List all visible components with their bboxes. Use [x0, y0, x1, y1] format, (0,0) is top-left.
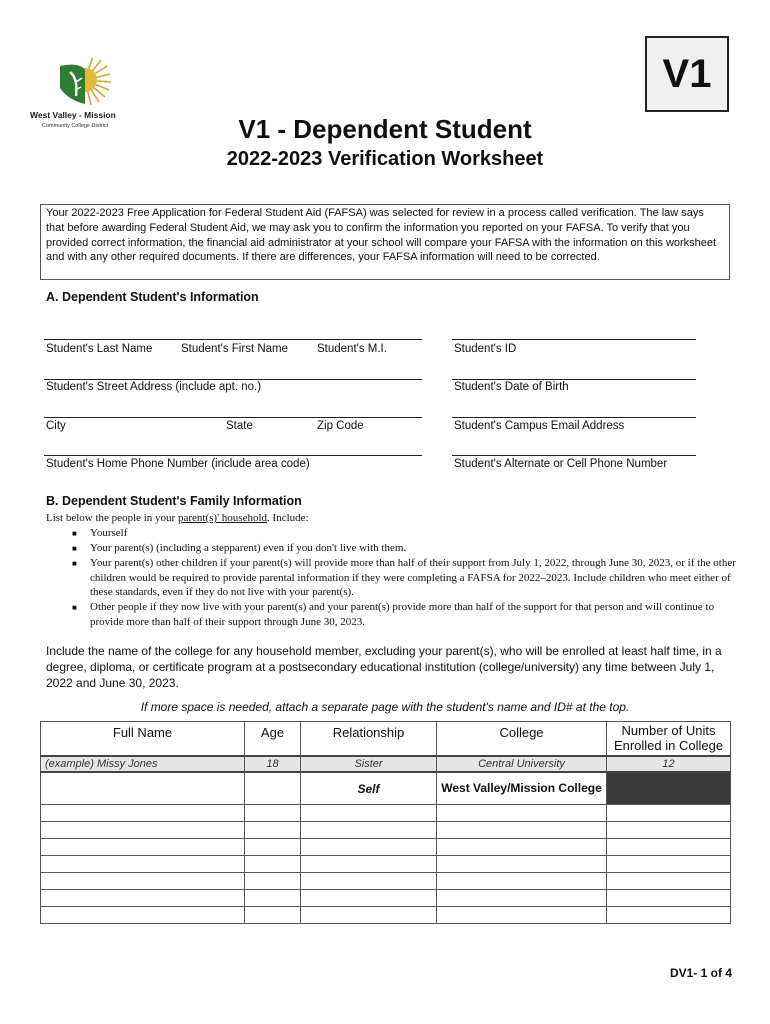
self-name-cell[interactable] [41, 772, 245, 805]
units-cell[interactable] [607, 805, 731, 822]
intro-box: Your 2022-2023 Free Application for Federal Student Aid (FAFSA) was selected for review in a process called verification. The law says that before awarding Federal Student Aid, we may ask you to confirm the information you reported on your FAFSA. To verify that you provided correct information, the financial aid administrator at your school will compare your FAFSA with the information on this worksheet and with any other required documents. If there are differences, your FAFSA information will need to be corrected. [40, 204, 730, 280]
self-units-blocked [607, 772, 731, 805]
name-cell[interactable] [41, 839, 245, 856]
list-item [72, 541, 737, 556]
family-table [40, 721, 731, 924]
example-row [41, 756, 731, 772]
table-row [41, 907, 731, 924]
header-age: Age [245, 722, 301, 757]
example-age: 18 [245, 756, 301, 772]
age-cell[interactable] [245, 907, 301, 924]
example-college: Central University [437, 756, 607, 772]
section-a-heading: A. Dependent Student's Information [46, 290, 259, 304]
college-cell[interactable] [437, 822, 607, 839]
units-cell[interactable] [607, 873, 731, 890]
table-header-row [41, 722, 731, 757]
bullet-icon: ■ [72, 544, 77, 553]
relationship-cell[interactable] [301, 856, 437, 873]
college-cell[interactable] [437, 907, 607, 924]
bullet-icon: ■ [72, 559, 77, 568]
list-item [72, 556, 737, 600]
bullet-text: Other people if they now live with your parent(s) and your parent(s) provide more than half of the support for that person and will continue to provide more than half of their support through June 30, 2023. [90, 601, 715, 628]
table-row [41, 856, 731, 873]
email-field-line[interactable] [452, 417, 696, 418]
college-cell[interactable] [437, 805, 607, 822]
list-intro-end: . Include: [267, 512, 309, 524]
student-id-field-line[interactable] [452, 339, 696, 340]
bullet-icon: ■ [72, 603, 77, 612]
table-row [41, 890, 731, 907]
name-cell[interactable] [41, 822, 245, 839]
relationship-cell[interactable] [301, 907, 437, 924]
zip-label: Zip Code [317, 420, 364, 432]
logo-subtitle: Community College District [42, 123, 109, 129]
relationship-cell[interactable] [301, 805, 437, 822]
name-cell[interactable] [41, 873, 245, 890]
dob-field-line[interactable] [452, 379, 696, 380]
bullet-icon: ■ [72, 529, 77, 538]
city-label: City [46, 420, 66, 432]
household-list-intro [46, 512, 309, 524]
age-cell[interactable] [245, 856, 301, 873]
college-cell[interactable] [437, 890, 607, 907]
header-relationship: Relationship [301, 722, 437, 757]
units-cell[interactable] [607, 856, 731, 873]
state-label: State [226, 420, 253, 432]
example-relationship: Sister [301, 756, 437, 772]
email-label: Student's Campus Email Address [454, 420, 625, 432]
page-title: V1 - Dependent Student [238, 114, 532, 144]
street-field-line[interactable] [44, 379, 422, 380]
age-cell[interactable] [245, 805, 301, 822]
logo-name: West Valley - Mission [30, 110, 116, 120]
household-term: parent(s)' household [177, 512, 268, 524]
table-row [41, 805, 731, 822]
list-intro-text: List below the people in your [46, 512, 178, 524]
list-item [72, 600, 737, 629]
college-cell[interactable] [437, 873, 607, 890]
name-cell[interactable] [41, 907, 245, 924]
home-phone-label: Student's Home Phone Number (include area code) [46, 458, 310, 470]
college-cell[interactable] [437, 856, 607, 873]
city-field-line[interactable] [44, 417, 422, 418]
mi-label: Student's M.I. [317, 343, 387, 355]
section-b-heading: B. Dependent Student's Family Information [46, 494, 302, 508]
bullet-text: Your parent(s) other children if your parent(s) will provide more than half of their support from July 1, 2022, through June 30, 2023, or if the other children would be required to provide parental information if they were completing a FAFSA for 2022–2023. Include children who meet either of these standards, even if they do not live with your parent(s). [90, 557, 736, 598]
cell-phone-field-line[interactable] [452, 455, 696, 456]
age-cell[interactable] [245, 873, 301, 890]
bullet-text: Your parent(s) (including a stepparent) even if you don't live with them. [90, 542, 407, 554]
self-age-cell[interactable] [245, 772, 301, 805]
version-badge: V1 [645, 36, 729, 112]
header-units: Number of Units Enrolled in College [607, 722, 731, 757]
cell-phone-label: Student's Alternate or Cell Phone Number [454, 458, 668, 470]
self-college: West Valley/Mission College [437, 772, 607, 805]
list-item [72, 526, 737, 541]
example-units: 12 [607, 756, 731, 772]
dob-label: Student's Date of Birth [454, 381, 569, 393]
table-row [41, 839, 731, 856]
relationship-cell[interactable] [301, 873, 437, 890]
age-cell[interactable] [245, 890, 301, 907]
more-space-note: If more space is needed, attach a separate page with the student's name and ID# at the top. [140, 700, 630, 714]
last-name-label: Student's Last Name [46, 343, 153, 355]
table-row [41, 873, 731, 890]
page-footer: DV1- 1 of 4 [669, 966, 732, 980]
self-row [41, 772, 731, 805]
example-name: (example) Missy Jones [41, 756, 245, 772]
first-name-label: Student's First Name [181, 343, 289, 355]
page-subtitle: 2022-2023 Verification Worksheet [226, 148, 544, 170]
header-college: College [437, 722, 607, 757]
age-cell[interactable] [245, 822, 301, 839]
header-full-name: Full Name [41, 722, 245, 757]
self-relationship: Self [301, 772, 437, 805]
relationship-cell[interactable] [301, 822, 437, 839]
relationship-cell[interactable] [301, 839, 437, 856]
student-id-label: Student's ID [454, 343, 517, 355]
home-phone-field-line[interactable] [44, 455, 422, 456]
name-cell[interactable] [41, 890, 245, 907]
units-cell[interactable] [607, 839, 731, 856]
units-cell[interactable] [607, 907, 731, 924]
name-cell[interactable] [41, 805, 245, 822]
bullet-text: Yourself [90, 527, 128, 539]
street-label: Student's Street Address (include apt. no.) [46, 381, 262, 393]
table-row [41, 822, 731, 839]
college-note: Include the name of the college for any household member, excluding your parent(s), who will be enrolled at least half time, in a degree, diploma, or certificate program at a postsecondary educational institution (college/university) any time between July 1, 2022 and June 30, 2023. [46, 644, 722, 690]
units-cell[interactable] [607, 890, 731, 907]
units-cell[interactable] [607, 822, 731, 839]
name-cell[interactable] [41, 856, 245, 873]
relationship-cell[interactable] [301, 890, 437, 907]
college-cell[interactable] [437, 839, 607, 856]
name-field-line[interactable] [44, 339, 422, 340]
age-cell[interactable] [245, 839, 301, 856]
